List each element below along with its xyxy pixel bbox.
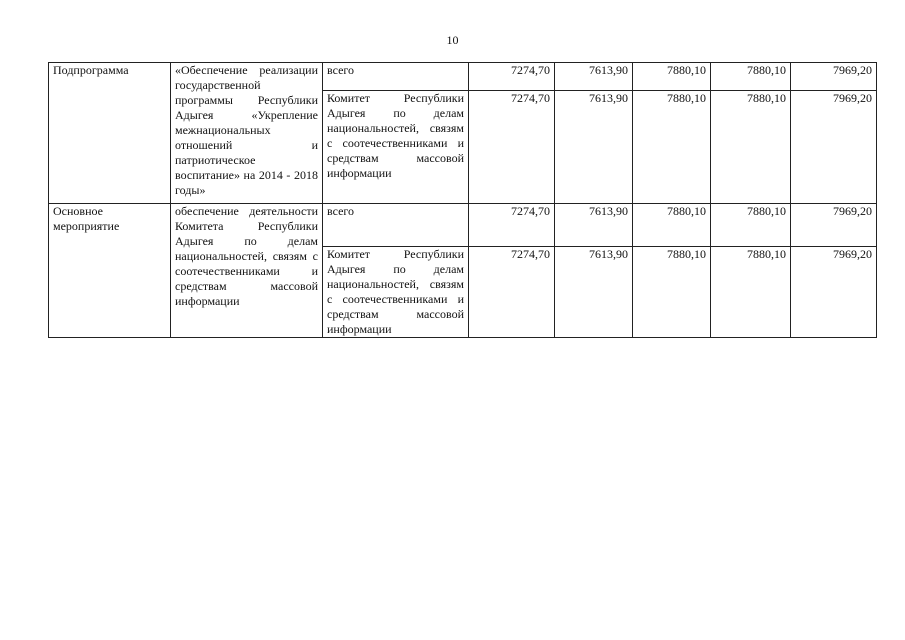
row-type: Подпрограмма <box>53 63 129 77</box>
row-name: «Обеспечение реализации государственной программы Республики Адыгея «Укрепление межнациональных отношений и патриотическое воспитание» на 2014 - 2018 годы» <box>175 63 318 197</box>
budget-table <box>48 62 877 338</box>
value-cell: 7880,10 <box>633 63 711 91</box>
value-cell: 7274,70 <box>469 63 555 91</box>
executor-cell: всего <box>323 204 469 247</box>
value-cell: 7274,70 <box>469 91 555 204</box>
value-cell: 7613,90 <box>555 247 633 338</box>
value-cell: 7880,10 <box>711 204 791 247</box>
row-type-cell <box>49 63 171 204</box>
value-cell: 7613,90 <box>555 63 633 91</box>
value-cell: 7969,20 <box>791 247 877 338</box>
row-name-cell <box>171 63 323 204</box>
value-cell: 7613,90 <box>555 91 633 204</box>
page-number: 10 <box>446 33 459 47</box>
executor-cell: Комитет Республики Адыгея по делам национальностей, связям с соотечественниками и средствам массовой информации <box>323 247 469 338</box>
table-row <box>49 204 877 247</box>
executor-cell: Комитет Республики Адыгея по делам национальностей, связям с соотечественниками и средствам массовой информации <box>323 91 469 204</box>
row-type: Основное мероприятие <box>53 204 120 233</box>
value-cell: 7880,10 <box>633 204 711 247</box>
row-type-cell <box>49 204 171 338</box>
value-cell: 7880,10 <box>633 247 711 338</box>
value-cell: 7880,10 <box>711 91 791 204</box>
value-cell: 7880,10 <box>633 91 711 204</box>
row-name: обеспечение деятельности Комитета Республики Адыгея по делам национальностей, связям с соотечественниками и средствам массовой информации <box>175 204 318 308</box>
table-row <box>49 63 877 91</box>
value-cell: 7613,90 <box>555 204 633 247</box>
value-cell: 7880,10 <box>711 63 791 91</box>
executor-cell: всего <box>323 63 469 91</box>
value-cell: 7969,20 <box>791 63 877 91</box>
value-cell: 7274,70 <box>469 247 555 338</box>
value-cell: 7274,70 <box>469 204 555 247</box>
value-cell: 7880,10 <box>711 247 791 338</box>
row-name-cell <box>171 204 323 338</box>
value-cell: 7969,20 <box>791 204 877 247</box>
value-cell: 7969,20 <box>791 91 877 204</box>
